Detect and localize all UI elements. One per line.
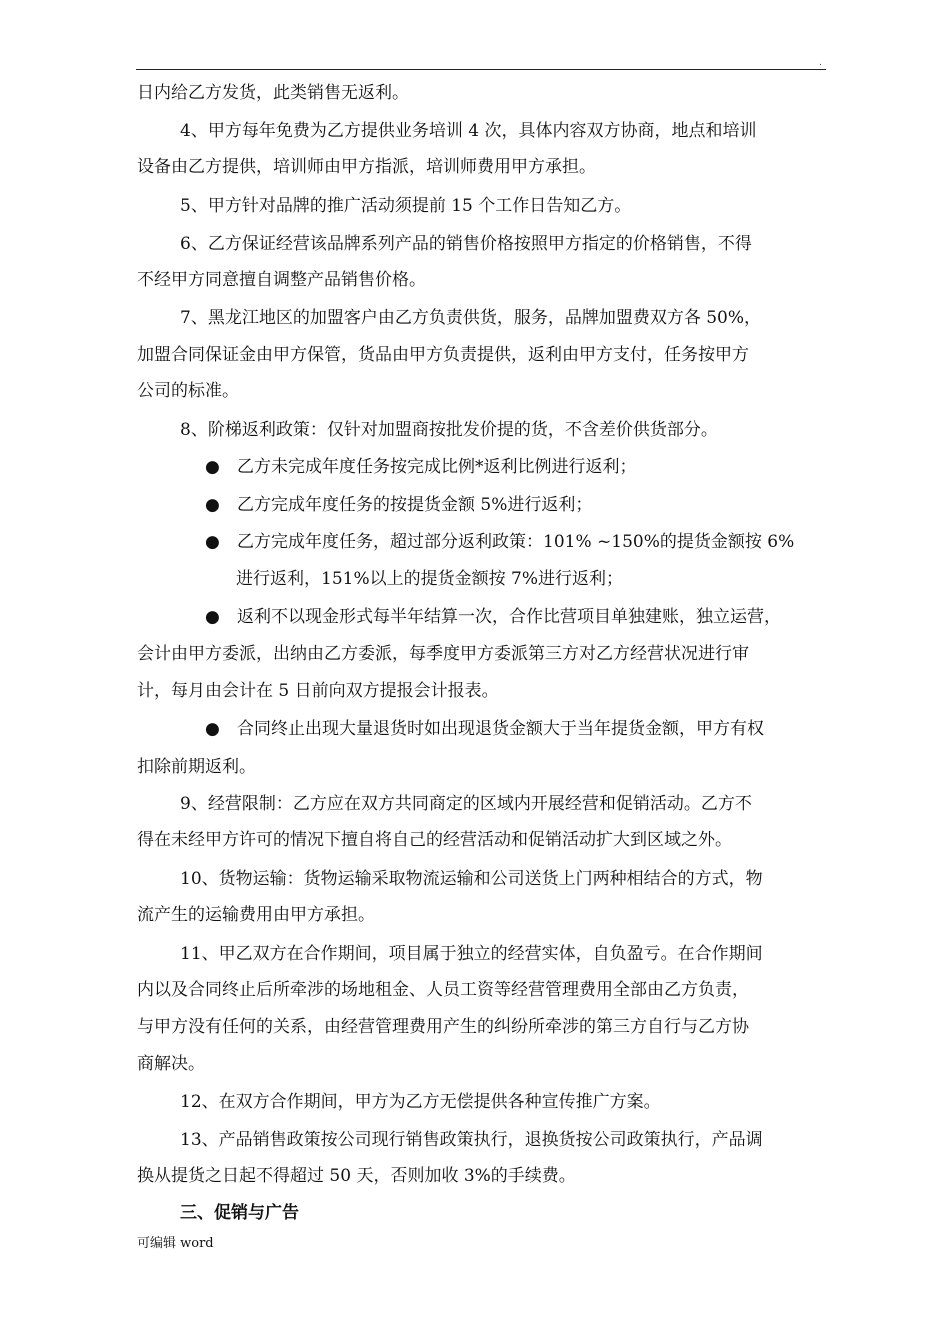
text-line: 扣除前期返利。 — [137, 757, 256, 777]
bullet-text: 乙方完成年度任务，超过部分返利政策：101% ~150%的提货金额按 6% — [237, 532, 795, 552]
bullet-item — [205, 717, 895, 741]
clause-11-line-1: 11、甲乙双方在合作期间，项目属于独立的经营实体，自负盈亏。在合作期间 — [180, 944, 763, 964]
bullet-text: 合同终止出现大量退货时如出现退货金额大于当年提货金额，甲方有权 — [237, 719, 764, 739]
clause-7-line-2: 加盟合同保证金由甲方保管，货品由甲方负责提供，返利由甲方支付，任务按甲方 — [137, 345, 749, 365]
clause-11-line-2: 内以及合同终止后所牵涉的场地租金、人员工资等经营管理费用全部由乙方负责， — [137, 980, 749, 1000]
bullet-item — [205, 605, 895, 629]
clause-7-line-1: 7、黑龙江地区的加盟客户由乙方负责供货，服务，品牌加盟费双方各 50%， — [180, 308, 762, 328]
clause-13-line-1: 13、产品销售政策按公司现行销售政策执行，退换货按公司政策执行，产品调 — [180, 1130, 763, 1150]
bullet-icon: ● — [205, 495, 220, 515]
footer-label: 可编辑 word — [137, 1236, 214, 1251]
bullet-item — [205, 530, 895, 554]
header-dot: . — [819, 58, 822, 68]
clause-10-line-2: 流产生的运输费用由甲方承担。 — [137, 905, 375, 925]
clause-11-line-4: 商解决。 — [137, 1054, 205, 1074]
bullet-text: 乙方完成年度任务的按提货金额 5%进行返利； — [237, 495, 593, 515]
bullet-item — [205, 493, 895, 517]
header-rule — [136, 69, 826, 70]
bullet-item — [205, 455, 895, 479]
clause-13-line-2: 换从提货之日起不得超过 50 天，否则加收 3%的手续费。 — [137, 1166, 576, 1186]
bullet-icon: ● — [205, 719, 220, 739]
clause-6-line-2: 不经甲方同意擅自调整产品销售价格。 — [137, 270, 426, 290]
section-heading: 三、促销与广告 — [180, 1203, 299, 1223]
clause-4-line-2: 设备由乙方提供，培训师由甲方指派，培训师费用甲方承担。 — [137, 157, 596, 177]
bullet-continuation: 进行返利，151%以上的提货金额按 7%进行返利； — [236, 569, 623, 589]
text-line: 计，每月由会计在 5 日前向双方提报会计报表。 — [137, 681, 499, 701]
bullet-icon: ● — [205, 607, 220, 627]
clause-7-line-3: 公司的标准。 — [137, 381, 239, 401]
bullet-text: 返利不以现金形式每半年结算一次，合作比营项目单独建账，独立运营， — [237, 607, 781, 627]
clause-8: 8、阶梯返利政策：仅针对加盟商按批发价提的货，不含差价供货部分。 — [180, 420, 718, 440]
bullet-text: 乙方未完成年度任务按完成比例*返利比例进行返利； — [237, 457, 637, 477]
text-line: 日内给乙方发货，此类销售无返利。 — [137, 83, 409, 103]
bullet-icon: ● — [205, 457, 220, 477]
bullet-icon: ● — [205, 532, 220, 552]
clause-5: 5、甲方针对品牌的推广活动须提前 15 个工作日告知乙方。 — [180, 196, 632, 216]
clause-12: 12、在双方合作期间，甲方为乙方无偿提供各种宣传推广方案。 — [180, 1092, 661, 1112]
clause-10-line-1: 10、货物运输：货物运输采取物流运输和公司送货上门两种相结合的方式，物 — [180, 869, 763, 889]
clause-4-line-1: 4、甲方每年免费为乙方提供业务培训 4 次，具体内容双方协商，地点和培训 — [180, 121, 757, 141]
clause-11-line-3: 与甲方没有任何的关系，由经营管理费用产生的纠纷所牵涉的第三方自行与乙方协 — [137, 1017, 749, 1037]
clause-9-line-1: 9、经营限制：乙方应在双方共同商定的区域内开展经营和促销活动。乙方不 — [180, 794, 752, 814]
clause-6-line-1: 6、乙方保证经营该品牌系列产品的销售价格按照甲方指定的价格销售，不得 — [180, 234, 752, 254]
clause-9-line-2: 得在未经甲方许可的情况下擅自将自己的经营活动和促销活动扩大到区域之外。 — [137, 830, 732, 850]
text-line: 会计由甲方委派，出纳由乙方委派，每季度甲方委派第三方对乙方经营状况进行审 — [137, 644, 749, 664]
